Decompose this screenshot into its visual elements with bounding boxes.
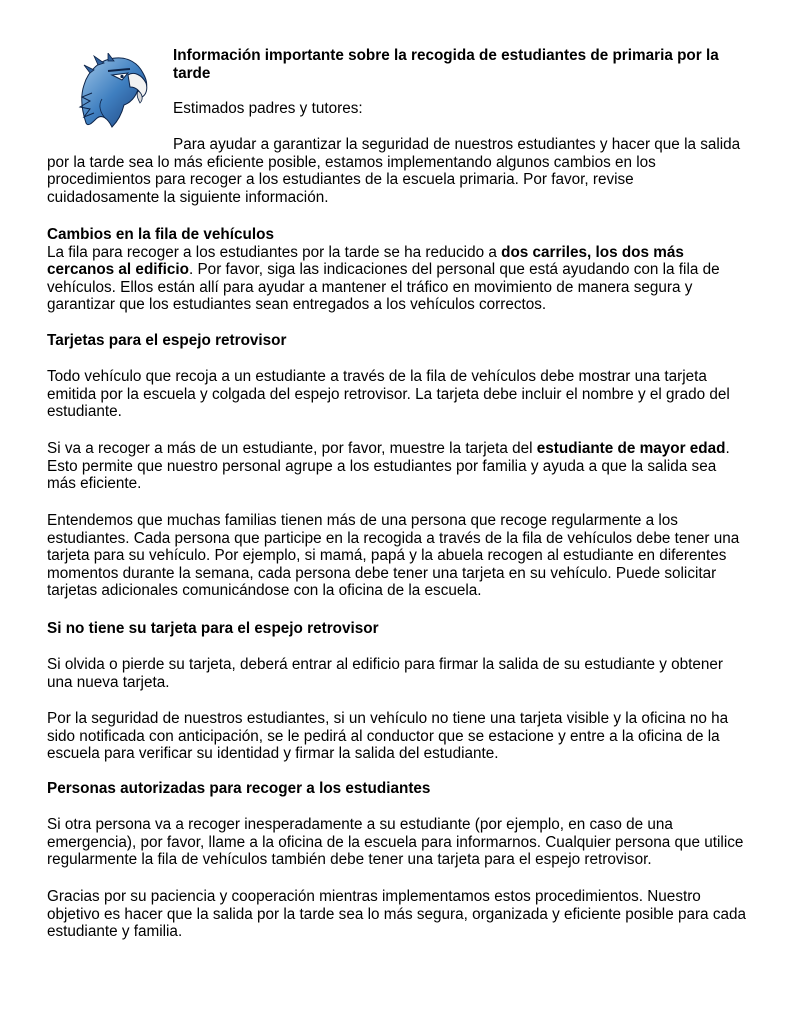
section-paragraph: Todo vehículo que recoja a un estudiante a través de la fila de vehículos debe mostrar una tarjeta emitida por la escuela y colgada del espejo retrovisor. La tarjeta debe incluir el nombre y el grado del estudiante. xyxy=(47,368,730,421)
section-heading: Tarjetas para el espejo retrovisor xyxy=(47,332,287,349)
section-paragraph: Si va a recoger a más de un estudiante, por favor, muestre la tarjeta del estudiante de mayor edad. Esto permite que nuestro personal agrupe a los estudiantes por familia y ayuda a que la salida sea más eficiente. xyxy=(47,440,730,493)
section-paragraph: La fila para recoger a los estudiantes por la tarde se ha reducido a dos carriles, los dos más cercanos al edificio. Por favor, siga las indicaciones del personal que está ayudando con la fila de vehículos. Ellos están allí para ayudar a mantener el tráfico en movimiento de manera segura y garantizar que los estudiantes sean entregados a los vehículos correctos. xyxy=(47,243,720,314)
section-heading: Si no tiene su tarjeta para el espejo retrovisor xyxy=(47,620,379,637)
eagle-logo xyxy=(78,53,150,129)
section-paragraph: Si otra persona va a recoger inesperadamente a su estudiante (por ejemplo, en caso de una emergencia), por favor, llame a la oficina de la escuela para informarnos. Cualquier persona que utilice regularmente la fila de vehículos también debe tener una tarjeta para el espejo retrovisor. xyxy=(47,816,744,869)
section-heading: Personas autorizadas para recoger a los estudiantes xyxy=(47,780,431,797)
intro-paragraph: Para ayudar a garantizar la seguridad de nuestros estudiantes y hacer que la salida por la tarde sea lo más eficiente posible, estamos implementando algunos cambios en los procedimientos para recoger a los estudiantes de la escuela primaria. Por favor, revise cuidadosamente la siguiente información. xyxy=(47,136,741,206)
section-heading: Cambios en la fila de vehículos xyxy=(47,226,274,243)
closing-paragraph: Gracias por su paciencia y cooperación mientras implementamos estos procedimientos. Nuestro objetivo es hacer que la salida por la tarde sea lo más segura, organizada y eficiente posible para cada estudiante y familia. xyxy=(47,888,746,941)
section-vehicle-line xyxy=(47,226,747,314)
page-title: Información importante sobre la recogida de estudiantes de primaria por la tarde xyxy=(173,47,719,82)
section-paragraph: Si olvida o pierde su tarjeta, deberá entrar al edificio para firmar la salida de su estudiante y obtener una nueva tarjeta. xyxy=(47,656,723,691)
section-paragraph: Por la seguridad de nuestros estudiantes, si un vehículo no tiene una tarjeta visible y la oficina no ha sido notificada con anticipación, se le pedirá al conductor que se estacione y entre a la oficina de la escuela para verificar su identidad y firmar la salida del estudiante. xyxy=(47,710,729,763)
section-paragraph: Entendemos que muchas familias tienen más de una persona que recoge regularmente a los estudiantes. Cada persona que participe en la recogida a través de la fila de vehículos debe tener una tarjeta para su vehículo. Por ejemplo, si mamá, papá y la abuela recogen al estudiante en diferentes momentos durante la semana, cada persona debe tener una tarjeta en su vehículo. Puede solicitar tarjetas adicionales comunicándose con la oficina de la escuela. xyxy=(47,512,740,600)
greeting: Estimados padres y tutores: xyxy=(173,100,363,117)
